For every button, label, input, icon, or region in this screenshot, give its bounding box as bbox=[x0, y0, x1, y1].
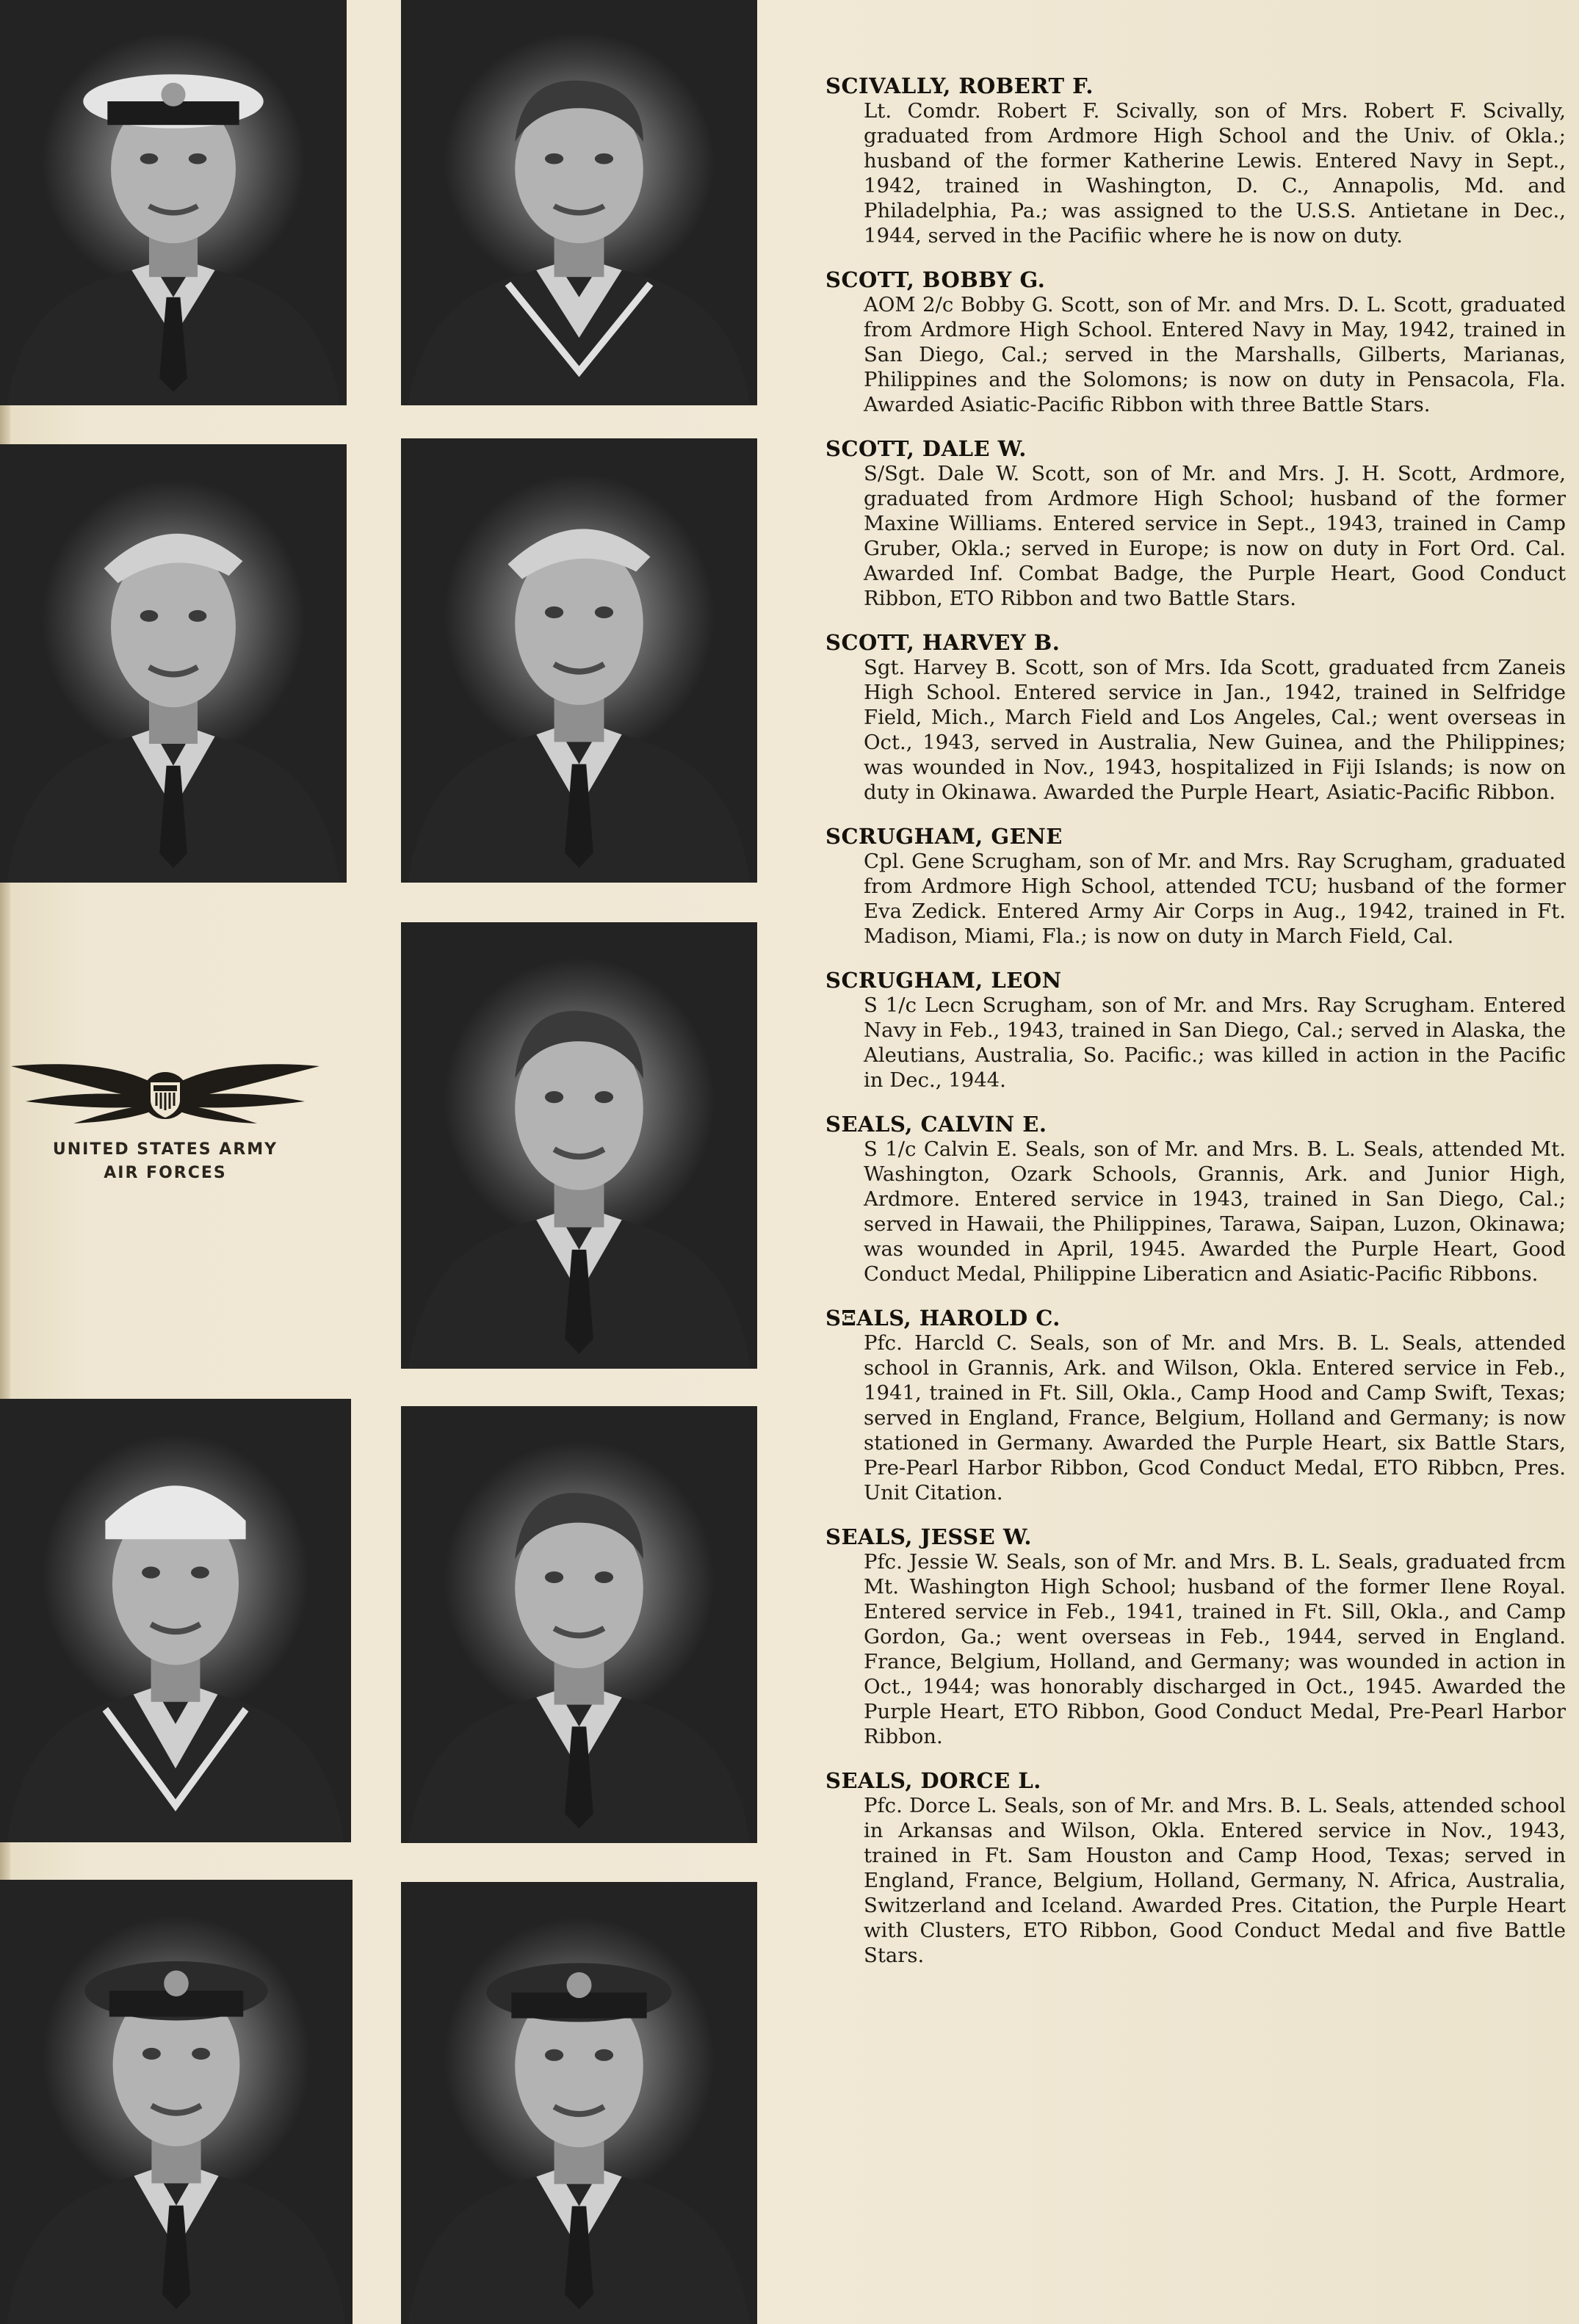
photo-calvin-seals bbox=[401, 1406, 757, 1843]
entry-bio: S 1/c Lecn Scrugham, son of Mr. and Mrs. Ray Scrugham. Entered Navy in Feb., 1943, trained in San Diego, Cal.; served in Alaska, the Aleutians, Australia, So. Pacific.; was killed in action in the Pacific in Dec., 1944. bbox=[864, 993, 1566, 1092]
entry-name: SCOTT, BOBBY G. bbox=[825, 267, 1046, 292]
portrait-silhouette-icon bbox=[401, 1406, 757, 1843]
entry-name: SΞALS, HAROLD C. bbox=[825, 1306, 1061, 1331]
entry-bio: Lt. Comdr. Robert F. Scivally, son of Mrs. Robert F. Scivally, graduated from Ardmore High School and the Univ. of Okla.; husband of the former Katherine Lewis. Entered Navy in Sept., 1942, trained in Washington, D. C., Annapolis, Md. and Philadelphia, Pa.; was assigned to the U.S.S. Antietane in Dec., 1944, served in the Pacifiic where he is now on duty. bbox=[864, 99, 1566, 247]
entry-calvin-seals bbox=[825, 1112, 1566, 1286]
entry-bio: AOM 2/c Bobby G. Scott, son of Mr. and Mrs. D. L. Scott, graduated from Ardmore High School. Entered Navy in May, 1942, trained in San Diego, Cal.; served in the Marshalls, Gilberts, Marianas, Philippines and the Solomons; is now on duty in Pensacola, Fla. Awarded Asiatic-Pacific Ribbon with three Battle Stars. bbox=[864, 293, 1566, 416]
portrait-silhouette-icon bbox=[401, 922, 757, 1369]
photo-bobby-scott bbox=[401, 0, 757, 405]
entry-name: SEALS, CALVIN E. bbox=[825, 1112, 1047, 1137]
entry-robert-scivally bbox=[825, 73, 1566, 248]
emblem-line-1: UNITED STATES ARMY bbox=[52, 1140, 278, 1159]
entry-harvey-scott bbox=[825, 630, 1566, 805]
entry-name: SCOTT, HARVEY B. bbox=[825, 630, 1061, 655]
entry-dale-scott bbox=[825, 436, 1566, 611]
portrait-silhouette-icon bbox=[0, 1880, 353, 2324]
entry-leon-scrugham bbox=[825, 968, 1566, 1093]
entry-bio: Pfc. Dorce L. Seals, son of Mr. and Mrs. B. L. Seals, attended school in Arkansas and Wilson, Okla. Entered service in Nov., 1943, trained in Ft. Sam Houston and Camp Hood, Texas; served in England, France, Belgium, Holland, Germany, N. Africa, Australia, Switzerland and Iceland. Awarded Pres. Citation, the Purple Heart with Clusters, ETO Ribbon, Good Conduct Medal and five Battle Stars. bbox=[864, 1794, 1566, 1967]
portrait-silhouette-icon bbox=[0, 0, 347, 405]
army-air-forces-wings-icon bbox=[4, 1050, 327, 1131]
photo-robert-scivally bbox=[0, 0, 347, 405]
photo-harold-seals bbox=[0, 1880, 353, 2324]
portrait-silhouette-icon bbox=[401, 0, 757, 405]
entry-bio: Pfc. Jessie W. Seals, son of Mr. and Mrs. B. L. Seals, graduated frcm Mt. Washington High School; husband of the former Ilene Royal. Entered service in Feb., 1941, trained in Ft. Sill, Okla., and Camp Gordon, Ga.; went overseas in Feb., 1944, served in England. France, Belgium, Holland, and Germany; was wounded in action in Oct., 1944; was honorably discharged in Oct., 1945. Awarded the Purple Heart, ETO Ribbon, Good Conduct Medal, Pre-Pearl Harbor Ribbon. bbox=[864, 1550, 1566, 1748]
entry-name: SCRUGHAM, LEON bbox=[825, 968, 1062, 993]
portrait-silhouette-icon bbox=[401, 1882, 757, 2324]
photo-harvey-scott bbox=[401, 438, 757, 883]
entry-bio: S/Sgt. Dale W. Scott, son of Mr. and Mrs. J. H. Scott, Ardmore, graduated from Ardmore High School; husband of the former Maxine Williams. Entered service in Sept., 1943, trained in Camp Gruber, Okla.; served in Europe; is now on duty in Fort Ord. Cal. Awarded Inf. Combat Badge, the Purple Heart, Good Conduct Ribbon, ETO Ribbon and two Battle Stars. bbox=[864, 462, 1566, 610]
emblem-line-2: AIR FORCES bbox=[104, 1164, 227, 1182]
army-air-forces-emblem bbox=[0, 1050, 330, 1212]
entry-dorce-seals bbox=[825, 1768, 1566, 1968]
entry-bio: S 1/c Calvin E. Seals, son of Mr. and Mrs. B. L. Seals, attended Mt. Washington, Ozark Schools, Grannis, Ark. and Junior High, Ardmore. Entered service in 1943, trained in San Diego, Cal.; served in Hawaii, the Philippines, Tarawa, Saipan, Luzon, Okinawa; was wounded in April, 1945. Awarded the Purple Heart, Good Conduct Medal, Philippine Liberaticn and Asiatic-Pacific Ribbons. bbox=[864, 1137, 1566, 1286]
entry-jesse-seals bbox=[825, 1524, 1566, 1749]
entry-gene-scrugham bbox=[825, 824, 1566, 949]
entry-bio: Pfc. Harcld C. Seals, son of Mr. and Mrs. B. L. Seals, attended school in Grannis, Ark. and Wilson, Okla. Entered service in Feb., 1941, trained in Ft. Sill, Okla., Camp Hood and Camp Swift, Texas; served in England, France, Belgium, Holland and Germany; is now stationed in Germany. Awarded the Purple Heart, six Battle Stars, Pre-Pearl Harbor Ribbon, Gcod Conduct Medal, ETO Ribbcn, Pres. Unit Citation. bbox=[864, 1331, 1566, 1505]
photo-gene-scrugham bbox=[401, 922, 757, 1369]
entry-bio: Cpl. Gene Scrugham, son of Mr. and Mrs. Ray Scrugham, graduated from Ardmore High School, attended TCU; husband of the former Eva Zedick. Entered Army Air Corps in Aug., 1942, trained in Ft. Madison, Miami, Fla.; is now on duty in March Field, Cal. bbox=[864, 850, 1566, 948]
entry-name: SEALS, DORCE L. bbox=[825, 1768, 1041, 1793]
entry-name: SCOTT, DALE W. bbox=[825, 436, 1027, 461]
portrait-silhouette-icon bbox=[0, 444, 347, 883]
entry-harold-seals bbox=[825, 1306, 1566, 1505]
portrait-silhouette-icon bbox=[0, 1399, 351, 1842]
entry-name: SCRUGHAM, GENE bbox=[825, 824, 1063, 849]
entry-name: SCIVALLY, ROBERT F. bbox=[825, 73, 1094, 98]
entry-bio: Sgt. Harvey B. Scott, son of Mrs. Ida Scott, graduated frcm Zaneis High School. Entered service in Jan., 1942, trained in Selfridge Field, Mich., March Field and Los Angeles, Cal.; went overseas in Oct., 1943, served in Australia, New Guinea, and the Philippines; was wounded in Nov., 1943, hospitalized in Fiji Islands; is now on duty in Okinawa. Awarded the Purple Heart, Asiatic-Pacific Ribbon. bbox=[864, 656, 1566, 804]
entry-bobby-scott bbox=[825, 267, 1566, 417]
portrait-silhouette-icon bbox=[401, 438, 757, 883]
entry-name: SEALS, JESSE W. bbox=[825, 1524, 1032, 1549]
photo-dale-scott bbox=[0, 444, 347, 883]
photo-leon-scrugham bbox=[0, 1399, 351, 1842]
photo-jesse-seals bbox=[401, 1882, 757, 2324]
biographies-column bbox=[825, 73, 1566, 1987]
